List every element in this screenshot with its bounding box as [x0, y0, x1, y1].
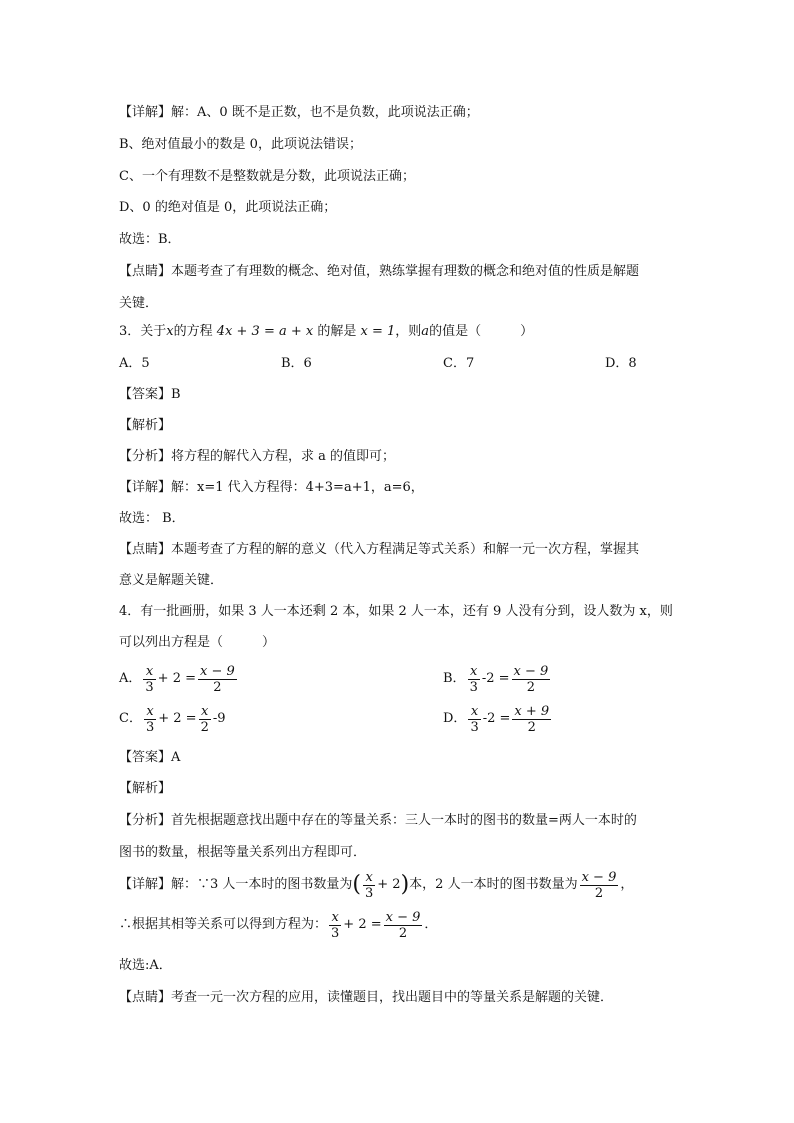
- q4-option-b: [443, 659, 552, 699]
- q3-answer: 【答案】B: [119, 387, 181, 402]
- fraction: [199, 704, 211, 735]
- q2-detail-line-2: B、绝对值最小的数是 0，此项说法错误；: [119, 137, 362, 152]
- q4-option-a-label: A．: [119, 671, 142, 686]
- plus-two: + 2: [377, 877, 401, 892]
- denominator: 3: [145, 679, 154, 695]
- q4-option-a: [119, 659, 239, 699]
- fraction: [512, 664, 551, 695]
- q2-choose: 故选：B．: [119, 232, 181, 247]
- q4-option-c-label: C．: [119, 711, 142, 726]
- q4-detail-c: ，: [620, 877, 634, 892]
- q4-stem-line-2: 可以列出方程是（ ）: [119, 635, 276, 650]
- q4-comment: 【点睛】考查一元一次方程的应用，读懂题目，找出题目中的等量关系是解题的关键．: [119, 990, 614, 1005]
- operator: -9: [212, 711, 226, 726]
- left-paren: (: [352, 872, 361, 897]
- q4-option-b-label: B．: [443, 671, 466, 686]
- denominator: 3: [470, 719, 479, 735]
- q3-analysis: 【分析】将方程的解代入方程，求 a 的值即可；: [119, 449, 396, 464]
- q3-equation: 4x + 3 = a + x: [216, 324, 314, 339]
- numerator: x: [331, 909, 339, 925]
- fraction: [329, 910, 341, 941]
- operator: -2 =: [482, 711, 511, 726]
- numerator: x − 9: [581, 869, 617, 885]
- q3-var-a: a: [421, 324, 430, 339]
- q3-solution: x = 1: [360, 324, 396, 339]
- numerator: x: [145, 663, 154, 679]
- q3-choose: 故选： B．: [119, 511, 185, 526]
- denominator: 2: [512, 679, 551, 695]
- fraction: [144, 704, 156, 735]
- q3-option-d: D．8: [605, 356, 637, 371]
- q3-suffix: 的值是（ ）: [429, 324, 534, 339]
- denominator: 2: [384, 925, 423, 941]
- numerator: x − 9: [200, 663, 235, 679]
- right-paren: ): [400, 872, 410, 897]
- q4-option-d: [443, 699, 553, 739]
- q4-detail-b: 本，2 人一本时的图书数量为: [409, 877, 578, 892]
- fraction: [580, 870, 619, 901]
- q4-analysis-line-1: 【分析】首先根据题意找出题中存在的等量关系：三人一本时的图书的数量=两人一本时的: [119, 813, 637, 828]
- numerator: x: [146, 703, 154, 719]
- q2-detail-line-3: C、一个有理数不是整数就是分数，此项说法正确；: [119, 169, 415, 184]
- numerator: x + 9: [514, 703, 550, 719]
- q3-mid: 的方程: [173, 324, 213, 339]
- q4-therefore: ∴根据其相等关系可以得到方程为：: [119, 917, 328, 932]
- q3-option-c: C．7: [443, 356, 475, 371]
- fraction: [198, 664, 237, 695]
- q3-prefix: 3．关于: [119, 324, 167, 339]
- q4-answer: 【答案】A: [119, 750, 181, 765]
- denominator: 3: [469, 679, 478, 695]
- q3-var-x: x: [166, 324, 174, 339]
- fraction: [363, 870, 375, 901]
- operator: -2 =: [481, 671, 510, 686]
- q3-detail: 【详解】解：x=1 代入方程得：4+3=a+1，a=6，: [119, 480, 424, 495]
- q2-detail-line-4: D、0 的绝对值是 0，此项说法正确；: [119, 200, 337, 215]
- q2-comment-line-1: 【点睛】本题考查了有理数的概念、绝对值，熟练掌握有理数的概念和绝对值的性质是解题: [119, 264, 640, 279]
- fraction: [143, 664, 155, 695]
- q4-detail-line: [119, 865, 633, 905]
- q4-analysis-line-2: 图书的数量，根据等量关系列出方程即可．: [119, 845, 367, 860]
- q2-comment-line-2: 关键．: [119, 296, 159, 311]
- denominator: 3: [145, 719, 155, 735]
- denominator: 2: [580, 885, 619, 901]
- q3-option-b: B．6: [281, 356, 312, 371]
- q4-choose: 故选:A．: [119, 958, 172, 973]
- numerator: x: [201, 703, 209, 719]
- q4-option-d-label: D．: [443, 711, 467, 726]
- denominator: 2: [198, 679, 237, 695]
- q3-analysis-title: 【解析】: [119, 418, 172, 433]
- q3-mid3: ，则: [395, 324, 422, 339]
- numerator: x: [470, 663, 478, 679]
- q3-comment-line-1: 【点睛】本题考查了方程的解的意义（代入方程满足等式关系）和解一元一次方程，掌握其: [119, 542, 640, 557]
- numerator: x − 9: [385, 909, 421, 925]
- q3-option-a: A．5: [119, 356, 150, 371]
- denominator: 3: [365, 885, 374, 901]
- q3-mid2: 的解是: [317, 324, 357, 339]
- q4-stem-line-1: 4．有一批画册，如果 3 人一本还剩 2 本，如果 2 人一本，还有 9 人没有分到，设人数为 x，则: [119, 604, 673, 619]
- fraction: [384, 910, 423, 941]
- operator: + 2 =: [158, 711, 197, 726]
- fraction: [512, 704, 551, 735]
- q4-therefore-line: [119, 905, 437, 945]
- numerator: x: [470, 703, 479, 719]
- numerator: x: [365, 869, 373, 885]
- operator: + 2 =: [343, 917, 382, 932]
- denominator: 2: [200, 719, 209, 735]
- denominator: 2: [512, 719, 551, 735]
- fraction: [468, 704, 480, 735]
- q3-stem: [119, 323, 533, 341]
- numerator: x − 9: [513, 663, 549, 679]
- q3-comment-line-2: 意义是解题关键．: [119, 573, 224, 588]
- q4-period: ．: [424, 917, 438, 932]
- q2-detail-line-1: 【详解】解：A、0 既不是正数，也不是负数，此项说法正确；: [119, 105, 479, 120]
- q4-detail-a: 【详解】解：∵3 人一本时的图书数量为: [119, 877, 353, 892]
- fraction: [468, 664, 480, 695]
- q4-analysis-title: 【解析】: [119, 781, 172, 796]
- operator: + 2 =: [157, 671, 196, 686]
- denominator: 3: [331, 925, 340, 941]
- q4-option-c: [119, 699, 226, 739]
